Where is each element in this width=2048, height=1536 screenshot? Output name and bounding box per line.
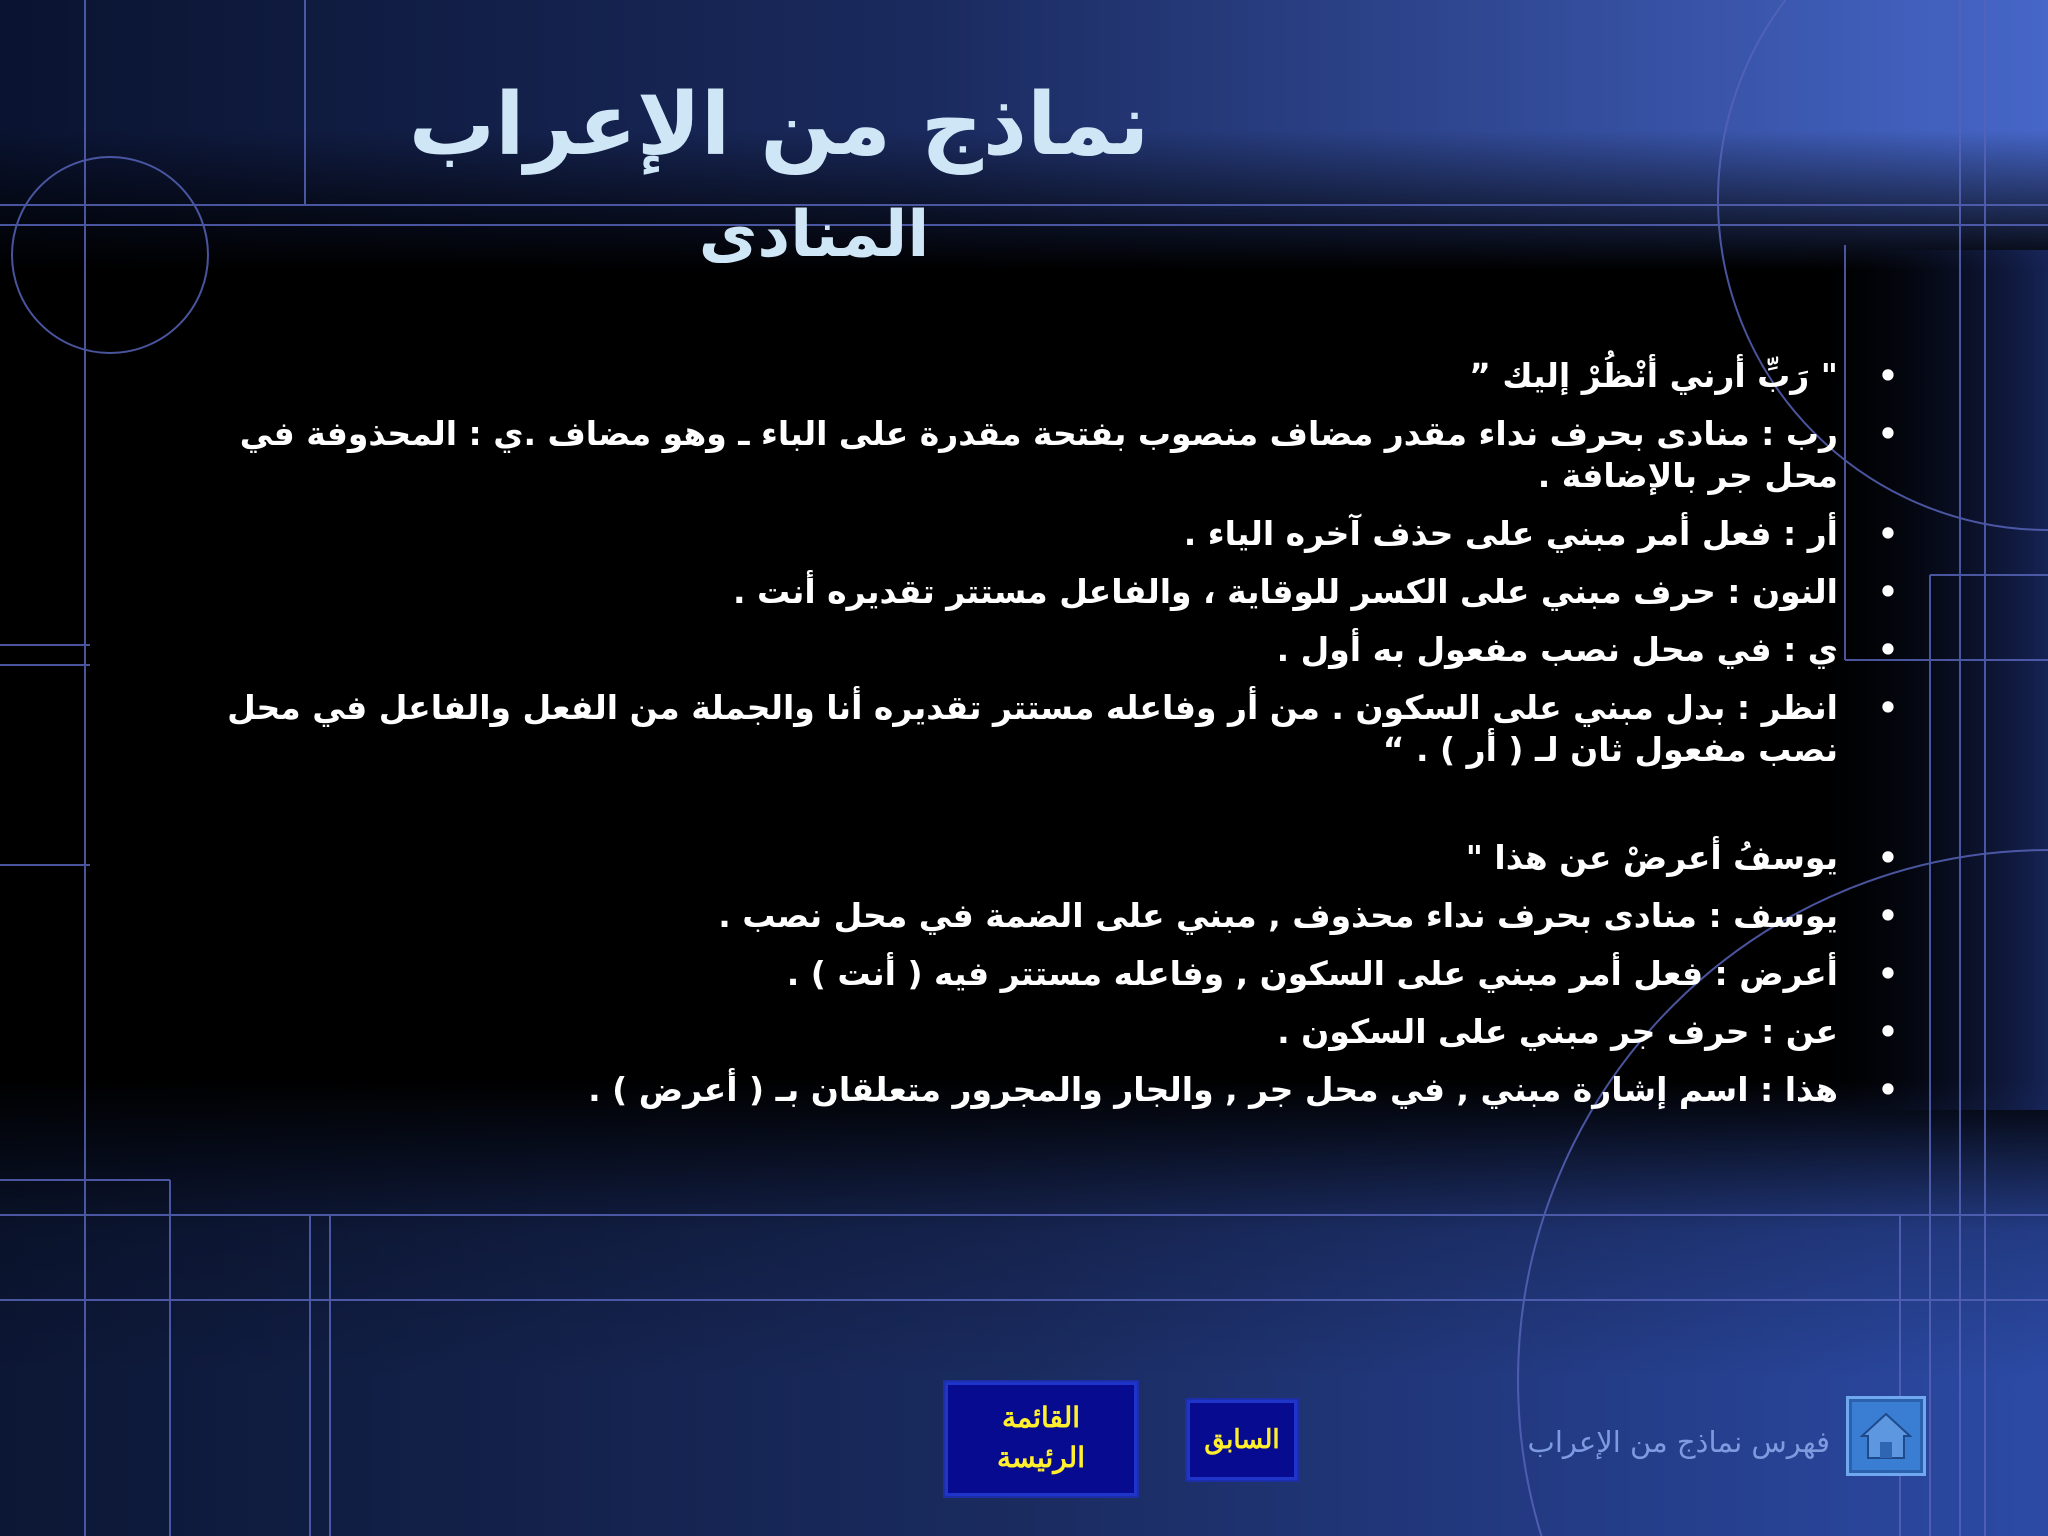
bullet-icon: • (1877, 515, 1899, 553)
slide-title (0, 75, 2048, 175)
list-item-text: النون : حرف مبني على الكسر للوقاية ، والفاعل مستتر تقديره أنت . (732, 572, 1838, 611)
list-item (158, 837, 1908, 879)
home-icon (1856, 1406, 1916, 1466)
list-item (158, 1011, 1908, 1053)
list-item-text: انظر : بدل مبني على السكون . من أر وفاعله مستتر تقديره أنا والجملة من الفعل والفاعل في محل نصب مفعول ثان لـ ( أر ) . “ (227, 688, 1838, 769)
list-item (158, 571, 1908, 613)
bullet-icon: • (1877, 897, 1899, 935)
list-item-text: يوسفُ أعرضْ عن هذا " (1465, 838, 1838, 877)
bullet-icon: • (1877, 689, 1899, 727)
previous-button[interactable] (1185, 1398, 1299, 1482)
list-item-text: ي : في محل نصب مفعول به أول . (1276, 630, 1838, 669)
slide-subtitle (0, 195, 2048, 275)
list-item (158, 1069, 1908, 1111)
index-link[interactable]: فهرس نماذج من الإعراب (1527, 1425, 1830, 1459)
main-menu-label-line2: الرئيسة (997, 1443, 1085, 1474)
list-item-text: أعرض : فعل أمر مبني على السكون , وفاعله مستتر فيه ( أنت ) . (786, 954, 1838, 993)
bullet-icon: • (1877, 573, 1899, 611)
bullet-icon: • (1877, 1013, 1899, 1051)
list-item-text: يوسف : منادى بحرف نداء محذوف , مبني على الضمة في محل نصب . (718, 896, 1838, 935)
list-item-text: أر : فعل أمر مبني على حذف آخره الياء . (1183, 514, 1838, 553)
main-menu-button[interactable] (943, 1380, 1139, 1498)
bullet-icon: • (1877, 1071, 1899, 1109)
list-item (158, 953, 1908, 995)
bullet-icon: • (1877, 955, 1899, 993)
list-item-text: رب : منادى بحرف نداء مقدر مضاف منصوب بفتحة مقدرة على الباء ـ وهو مضاف .ي : المحذوفة في محل جر بالإضافة . (239, 414, 1838, 495)
bullet-list (158, 355, 1908, 1127)
bullet-icon: • (1877, 839, 1899, 877)
list-item-text: عن : حرف جر مبني على السكون . (1277, 1012, 1838, 1051)
home-button[interactable] (1846, 1396, 1926, 1476)
list-item-text: هذا : اسم إشارة مبني , في محل جر , والجار والمجرور متعلقان بـ ( أعرض ) . (588, 1070, 1838, 1109)
bullet-icon: • (1877, 357, 1899, 395)
list-spacer (158, 787, 1908, 837)
list-item (158, 629, 1908, 671)
list-item (158, 687, 1908, 771)
bullet-icon: • (1877, 415, 1899, 453)
bullet-icon: • (1877, 631, 1899, 669)
list-item (158, 413, 1908, 497)
slide-title-text: نماذج من الإعراب (408, 75, 1150, 175)
list-item (158, 513, 1908, 555)
previous-label: السابق (1204, 1425, 1280, 1454)
list-item-text: " رَبِّ أرني أنْظُرْ إليك ” (1469, 356, 1838, 395)
main-menu-label-line1: القائمة (1002, 1403, 1080, 1434)
list-item (158, 355, 1908, 397)
slide-subtitle-text: المنادى (698, 198, 930, 272)
main-menu-label (997, 1399, 1085, 1479)
list-item (158, 895, 1908, 937)
